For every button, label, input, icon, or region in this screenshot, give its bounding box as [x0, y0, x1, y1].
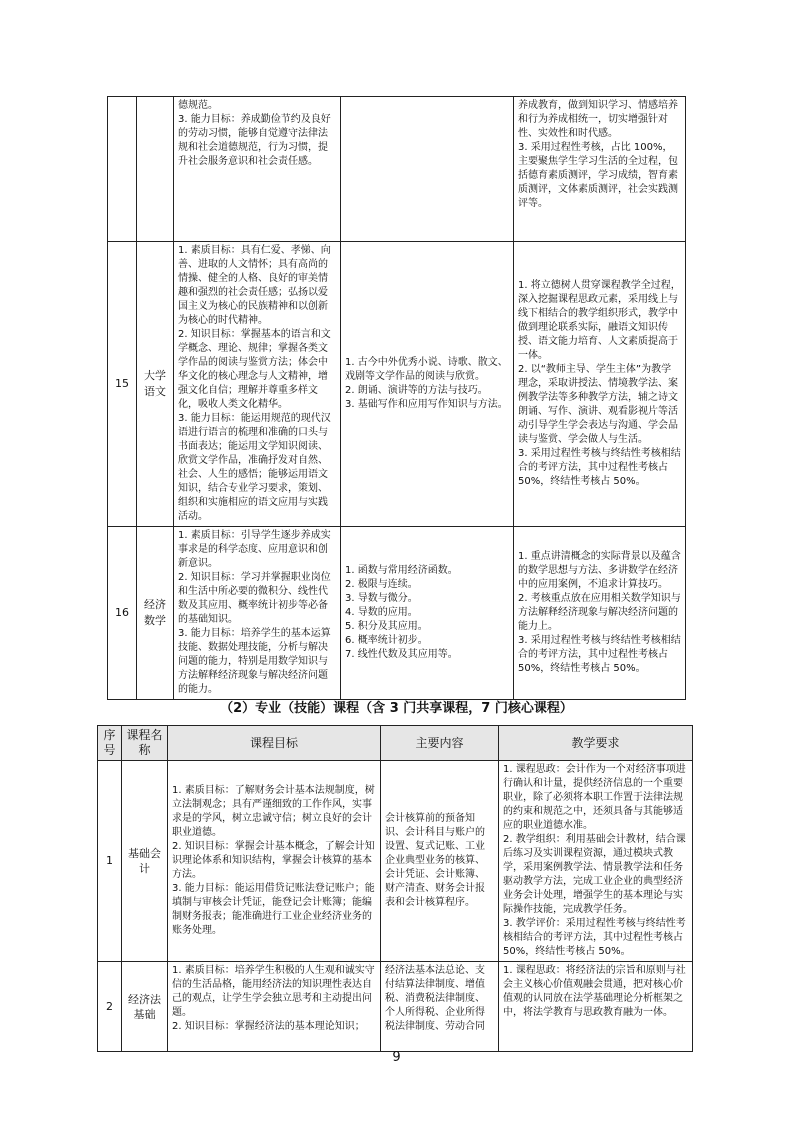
table-row: [108, 242, 686, 527]
table-header-row: [98, 726, 693, 761]
header-course-name: 课程名称: [122, 726, 168, 761]
course-number: [108, 97, 137, 242]
course-name: 大学语文: [137, 242, 174, 527]
course-content: 经济法基本法总论、支付结算法律制度、增值税、消费税法律制度、个人所得税、企业所得税法律制度、劳动合同: [381, 962, 499, 1052]
header-number: 序号: [98, 726, 122, 761]
course-number: 2: [98, 962, 122, 1052]
section-title: （2）专业（技能）课程（含 3 门共享课程，7 门核心课程）: [220, 701, 573, 716]
course-content: 1. 函数与常用经济函数。 2. 极限与连续。 3. 导数与微分。 4. 导数的应用。 5. 积分及其应用。 6. 概率统计初步。 7. 线性代数及其应用等。: [341, 527, 514, 700]
course-name: 基础会计: [122, 761, 168, 962]
course-content: [341, 97, 514, 242]
table-row: [108, 97, 686, 242]
course-goals: 德规范。 3. 能力目标：养成勤俭节约及良好的劳动习惯，能够自觉遵守法律法规和社会道德规范，行为习惯，提升社会服务意识和社会责任感。: [174, 97, 341, 242]
table-row: [98, 761, 693, 962]
table-row: [108, 527, 686, 700]
course-number: 1: [98, 761, 122, 962]
header-teaching-requirements: 教学要求: [499, 726, 693, 761]
course-goals: 1. 素质目标：引导学生逐步养成实事求是的科学态度、应用意识和创新意识。 2. 知识目标：学习并掌握职业岗位和生活中所必要的微积分、线性代数及其应用、概率统计初步等必备的基础知识。 3. 能力目标：培养学生的基本运算技能、数据处理技能，分析与解决问题的能力，特别是用数学知识与方法解释经济现象与解决经济问题的能力。: [174, 527, 341, 700]
header-main-content: 主要内容: [381, 726, 499, 761]
course-name: 经济数学: [137, 527, 174, 700]
course-name: [137, 97, 174, 242]
course-content: 1. 古今中外优秀小说、诗歌、散文、戏剧等文学作品的阅读与欣赏。 2. 朗诵、演讲等的方法与技巧。 3. 基础写作和应用写作知识与方法。: [341, 242, 514, 527]
course-number: 15: [108, 242, 137, 527]
course-number: 16: [108, 527, 137, 700]
course-name: 经济法基础: [122, 962, 168, 1052]
course-content: 会计核算前的预备知识、会计科目与账户的设置、复式记账、工业企业典型业务的核算、会计凭证、会计账簿、财产清查、财务会计报表和会计核算程序。: [381, 761, 499, 962]
general-courses-table: [107, 96, 686, 700]
course-goals: 1. 素质目标：具有仁爱、孝悌、向善、进取的人文情怀；具有高尚的情操、健全的人格、良好的审美情趣和强烈的社会责任感；弘扬以爱国主义为核心的民族精神和以创新为核心的时代精神。 2. 知识目标：掌握基本的语言和文学概念、理论、规律；掌握各类文学作品的阅读与鉴赏方法；体会中华文化的核心理念与人文精神，增强文化自信；理解并尊重多样文化，吸收人类文化精华。 3. 能力目标：能运用规范的现代汉语进行语言的梳理和准确的口头与书面表达；能运用文学知识阅读、欣赏文学作品，准确抒发对自然、社会、人生的感悟；能够运用语文知识，结合专业学习要求，策划、组织和实施相应的语文应用与实践活动。: [174, 242, 341, 527]
teaching-requirements: 1. 课程思政：会计作为一个对经济事项进行确认和计量，提供经济信息的一个重要职业，除了必须将本职工作置于法律法规的约束和规范之中，还须具备与其能够适应的职业道德水准。 2. 教学组织：利用基础会计教材，结合课后练习及实训课程资源，通过模块式教学，采用案例教学法、情景教学法和任务驱动教学方法，完成工业企业的典型经济业务会计处理，增强学生的基本理论与实际操作技能，完成教学任务。 3. 教学评价：采用过程性考核与终结性考核相结合的考评方法，其中过程性考核占 50%，终结性考核占 50%。: [499, 761, 693, 962]
teaching-requirements: 1. 重点讲清概念的实际背景以及蕴含的数学思想与方法、多讲数学在经济中的应用案例，不追求计算技巧。 2. 考核重点放在应用相关数学知识与方法解释经济现象与解决经济问题的能力上。 3. 采用过程性考核与终结性考核相结合的考评方法，其中过程性考核占 50%，终结性考核占 50%。: [514, 527, 686, 700]
header-course-goals: 课程目标: [168, 726, 381, 761]
course-goals: 1. 素质目标：了解财务会计基本法规制度，树立法制观念；具有严谨细致的工作作风，实事求是的学风，树立忠诚守信；树立良好的会计职业道德。 2. 知识目标：掌握会计基本概念，了解会计知识理论体系和知识结构，掌握会计核算的基本方法。 3. 能力目标：能运用借贷记账法登记账户；能填制与审核会计凭证，能登记会计账簿；能编制财务报表；能准确进行工业企业经济业务的账务处理。: [168, 761, 381, 962]
teaching-requirements: 养成教育，做到知识学习、情感培养和行为养成相统一，切实增强针对性、实效性和时代感。 3. 采用过程性考核，占比 100%，主要聚焦学生学习生活的全过程，包括德育素质测评，学习成绩，智育素质测评，文体素质测评，社会实践测评等。: [514, 97, 686, 242]
page-number: 9: [392, 1050, 401, 1065]
course-goals: 1. 素质目标：培养学生积极的人生观和诚实守信的生活品格，能用经济法的知识理性表达自己的观点，让学生学会独立思考和主动提出问题。 2. 知识目标：掌握经济法的基本理论知识；: [168, 962, 381, 1052]
professional-courses-table: [97, 725, 693, 1052]
table-row: [98, 962, 693, 1052]
teaching-requirements: 1. 课程思政：将经济法的宗旨和原则与社会主义核心价值观融会贯通，把对核心价值观的认同放在法学基础理论分析框架之中，将法学教育与思政教育融为一体。: [499, 962, 693, 1052]
teaching-requirements: 1. 将立德树人贯穿课程教学全过程，深入挖掘课程思政元素，采用线上与线下相结合的教学组织形式，教学中做到理论联系实际，融语文知识传授、语文能力培育、人文素质提高于一体。 2. 以“教师主导、学生主体”为教学理念，采取讲授法、情境教学法、案例教学法等多种教学方法，辅之诗文朗诵、写作、演讲、观看影视片等活动引导学生学会表达与沟通、学会品读与鉴赏、学会做人与生活。 3. 采用过程性考核与终结性考核相结合的考评方法，其中过程性考核占 50%，终结性考核占 50%。: [514, 242, 686, 527]
